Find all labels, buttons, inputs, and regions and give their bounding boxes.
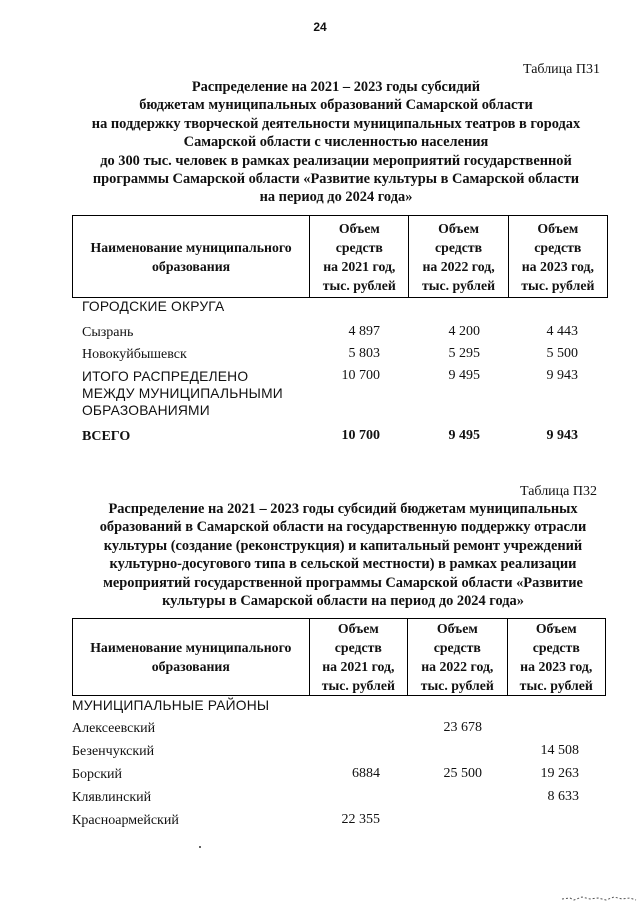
table1-row-name: Новокуйбышевск — [82, 347, 187, 362]
header-line: средств — [534, 239, 582, 255]
table2-cell-2023: 14 508 — [540, 743, 579, 758]
table1-cell-2023: 4 443 — [546, 324, 578, 339]
header-line: Объем — [535, 621, 577, 636]
header-line: Объем — [436, 621, 478, 636]
header-line: на 2023 год, — [521, 258, 594, 274]
table1-title-line: бюджетам муниципальных образований Самарской области — [139, 97, 533, 114]
table1-total-2023: 9 943 — [546, 428, 578, 443]
table1-cell-2022: 5 295 — [448, 346, 480, 361]
table2-cell-2023: 8 633 — [547, 789, 579, 804]
table2-cell-2021: 6884 — [352, 766, 380, 781]
distributed-line: ИТОГО РАСПРЕДЕЛЕНО — [82, 369, 249, 384]
table2-label: Таблица П32 — [520, 484, 597, 499]
table1-title-line: программы Самарской области «Развитие культуры в Самарской области — [92, 171, 580, 188]
table1-header-name — [73, 216, 310, 298]
scan-dot — [199, 846, 201, 848]
table1-section-title: ГОРОДСКИЕ ОКРУГА — [82, 299, 225, 314]
header-line: на 2022 год, — [422, 258, 495, 274]
table1-total-2022: 9 495 — [448, 428, 480, 443]
table1-header-2022 — [409, 216, 508, 298]
table1-header-2023 — [508, 216, 607, 298]
header-line: средств — [435, 239, 483, 255]
table1-row-name: Сызрань — [82, 325, 134, 340]
table1-cell-2021: 5 803 — [348, 346, 380, 361]
header-line: тыс. рублей — [421, 277, 496, 293]
header-line: Объем — [338, 220, 380, 236]
table2-row-name: Борский — [72, 767, 123, 782]
table1-title-line: на период до 2024 года» — [259, 189, 413, 206]
header-line: образования — [152, 258, 231, 274]
table1-total-2021: 10 700 — [341, 428, 380, 443]
header-line: тыс. рублей — [519, 678, 593, 693]
table2-title-line: культурно-досугового типа в сельской местности) в рамках реализации — [109, 556, 577, 573]
table1-cell-2023: 5 500 — [546, 346, 578, 361]
table2-header-2021 — [309, 619, 407, 696]
header-line: Объем — [438, 220, 479, 236]
scan-scribble — [560, 890, 638, 904]
distributed-line: ОБРАЗОВАНИЯМИ — [82, 403, 210, 418]
header-line: средств — [334, 640, 382, 655]
page-number: 24 — [313, 20, 327, 34]
table2-header-2023 — [507, 619, 605, 696]
table1-title-line: Распределение на 2021 – 2023 годы субсидий — [191, 79, 481, 95]
header-line: на 2021 год, — [323, 258, 396, 274]
table2-title-line: культуры в Самарской области на период до 2024 года» — [162, 593, 524, 610]
table2-title — [0, 500, 640, 610]
table2-header-2022 — [408, 619, 507, 696]
table2-title-line: культуры (создание (реконструкция) и капитальный ремонт учреждений — [103, 537, 583, 554]
table2-row-name: Красноармейский — [72, 813, 179, 828]
table2-title-line: мероприятий государственной программы Самарской области «Развитие — [103, 574, 583, 591]
table2-row-name: Алексеевский — [72, 721, 156, 736]
header-line: тыс. рублей — [420, 678, 494, 693]
table1-header-2021 — [310, 216, 409, 298]
table1-distributed-2022: 9 495 — [448, 368, 480, 383]
table2-cell-2022: 25 500 — [443, 766, 482, 781]
distributed-line: МЕЖДУ МУНИЦИПАЛЬНЫМИ — [82, 386, 283, 401]
header-line: Наименование муниципального — [90, 239, 292, 255]
table1-header — [72, 215, 608, 298]
header-line: Объем — [337, 621, 379, 636]
table2-header-name — [73, 619, 310, 696]
header-line: тыс. рублей — [322, 277, 396, 293]
table1-cell-2021: 4 897 — [348, 324, 380, 339]
table1-label: Таблица П31 — [523, 62, 600, 77]
table2-title-line: образований в Самарской области на государственную поддержку отрасли — [99, 519, 587, 536]
header-line: тыс. рублей — [321, 678, 395, 693]
table1-title — [0, 78, 640, 207]
header-line: Наименование муниципального — [90, 640, 292, 655]
header-line: Объем — [537, 220, 579, 236]
header-line: на 2023 год, — [520, 659, 593, 674]
header-line: средств — [532, 640, 580, 655]
header-line: средств — [433, 640, 481, 655]
table1-cell-2022: 4 200 — [448, 324, 480, 339]
table2-row-name: Безенчукский — [72, 744, 155, 759]
table1-title-line: Самарской области с численностью населения — [183, 134, 489, 151]
table1-title-line: до 300 тыс. человек в рамках реализации мероприятий государственной — [100, 152, 572, 169]
table2-section-title: МУНИЦИПАЛЬНЫЕ РАЙОНЫ — [72, 698, 270, 713]
header-line: образования — [151, 659, 230, 674]
table2-row-name: Клявлинский — [72, 790, 152, 805]
table1-distributed-2023: 9 943 — [546, 368, 578, 383]
table2-header — [72, 618, 606, 696]
table2-cell-2021: 22 355 — [341, 812, 380, 827]
table1-distributed-label — [82, 368, 283, 419]
table2-title-line: Распределение на 2021 – 2023 годы субсидий бюджетам муниципальных — [108, 501, 578, 517]
header-line: на 2022 год, — [421, 659, 494, 674]
header-line: средств — [335, 239, 383, 255]
table1-distributed-2021: 10 700 — [341, 368, 380, 383]
header-line: на 2021 год, — [322, 659, 395, 674]
table1-title-line: на поддержку творческой деятельности муниципальных театров в городах — [91, 115, 581, 132]
table1-total-label: ВСЕГО — [82, 429, 131, 444]
table2-cell-2023: 19 263 — [540, 766, 579, 781]
header-line: тыс. рублей — [521, 277, 595, 293]
table2-cell-2022: 23 678 — [443, 720, 482, 735]
